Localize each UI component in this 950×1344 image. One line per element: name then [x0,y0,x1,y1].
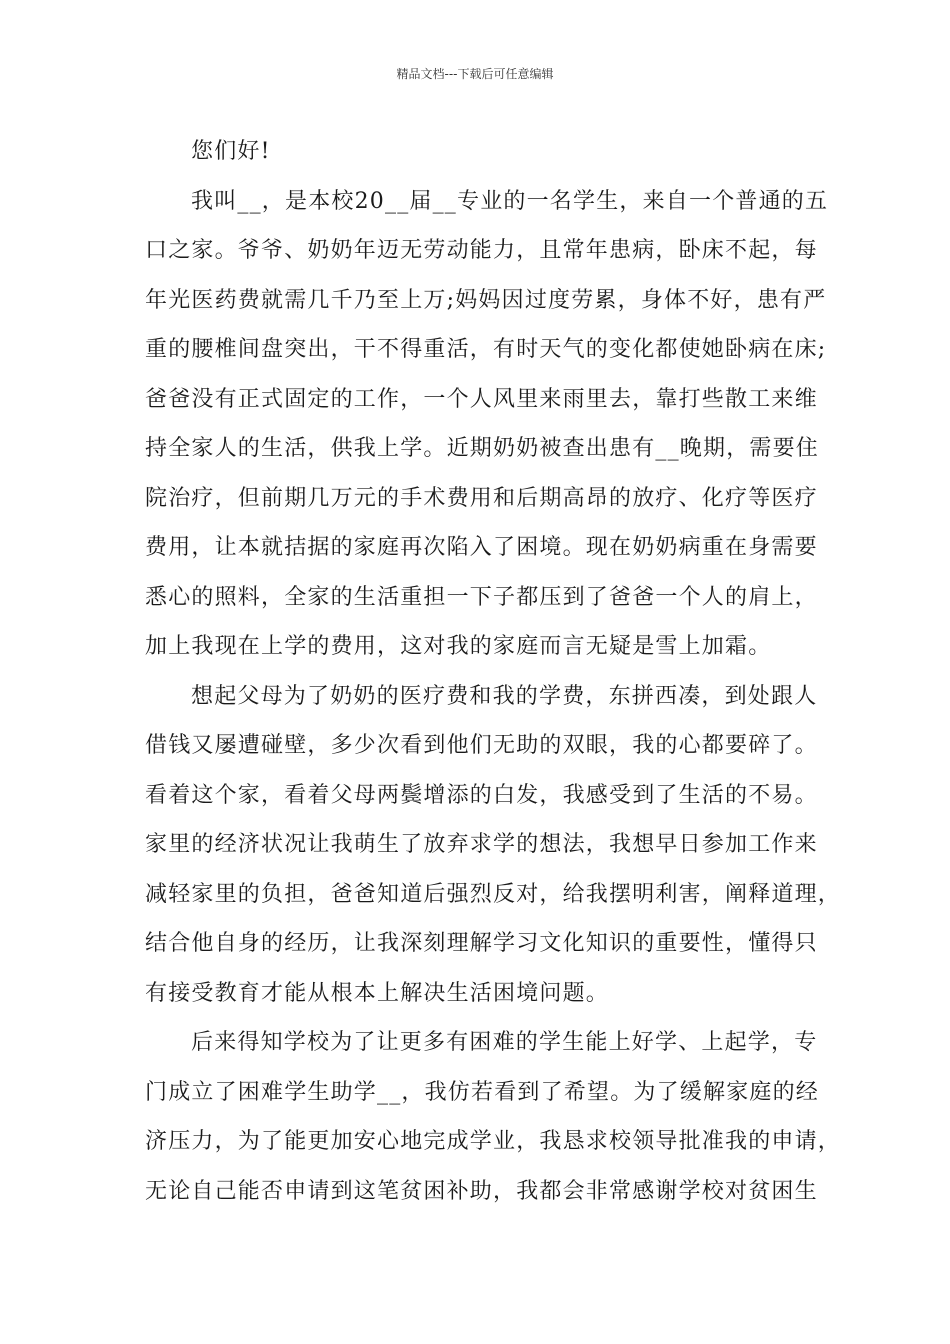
text-line: 门成立了困难学生助学__，我仿若看到了希望。为了缓解家庭的经 [145,1079,820,1105]
text-line: 借钱又屡遭碰壁，多少次看到他们无助的双眼，我的心都要碎了。 [145,733,818,758]
text-line: 有接受教育才能从根本上解决生活困境问题。 [145,980,610,1006]
text-line: 无论自己能否申请到这笔贫困补助，我都会非常感谢学校对贫困生 [145,1178,818,1204]
text-line: 院治疗，但前期几万元的手术费用和后期高昂的放疗、化疗等医疗 [145,485,818,511]
text-line: 悉心的照料，全家的生活重担一下子都压到了爸爸一个人的肩上， [145,584,818,610]
document-body [145,127,842,1216]
text-line: 年光医药费就需几千乃至上万;妈妈因过度劳累，身体不好，患有严 [145,287,827,313]
text-line: 持全家人的生活，供我上学。近期奶奶被查出患有__晚期，需要住 [145,436,820,461]
text-line: 减轻家里的负担，爸爸知道后强烈反对，给我摆明利害，阐释道理， [145,881,842,907]
text-line: 重的腰椎间盘突出，干不得重活，有时天气的变化都使她卧病在床; [145,337,827,362]
page-header: 精品文档---下载后可任意编辑 [396,67,554,81]
text-line: 口之家。爷爷、奶奶年迈无劳动能力，且常年患病，卧床不起，每 [145,238,818,263]
text-line: 我叫__，是本校20__届__专业的一名学生，来自一个普通的五 [191,188,829,214]
text-line: 想起父母为了奶奶的医疗费和我的学费，东拼西凑，到处跟人 [191,683,818,709]
text-line: 结合他自身的经历，让我深刻理解学习文化知识的重要性，懂得只 [145,931,818,956]
text-line: 看着这个家，看着父母两鬓增添的白发，我感受到了生活的不易。 [145,782,818,808]
text-line: 后来得知学校为了让更多有困难的学生能上好学、上起学，专 [191,1030,818,1055]
text-line: 费用，让本就拮据的家庭再次陷入了困境。现在奶奶病重在身需要 [145,535,818,560]
text-line: 爸爸没有正式固定的工作，一个人风里来雨里去，靠打些散工来维 [145,386,818,412]
text-line: 加上我现在上学的费用，这对我的家庭而言无疑是雪上加霜。 [145,634,772,659]
text-line: 家里的经济状况让我萌生了放弃求学的想法，我想早日参加工作来 [145,832,818,857]
text-line: 济压力，为了能更加安心地完成学业，我恳求校领导批准我的申请， [145,1129,842,1154]
text-line: 您们好! [191,139,271,164]
